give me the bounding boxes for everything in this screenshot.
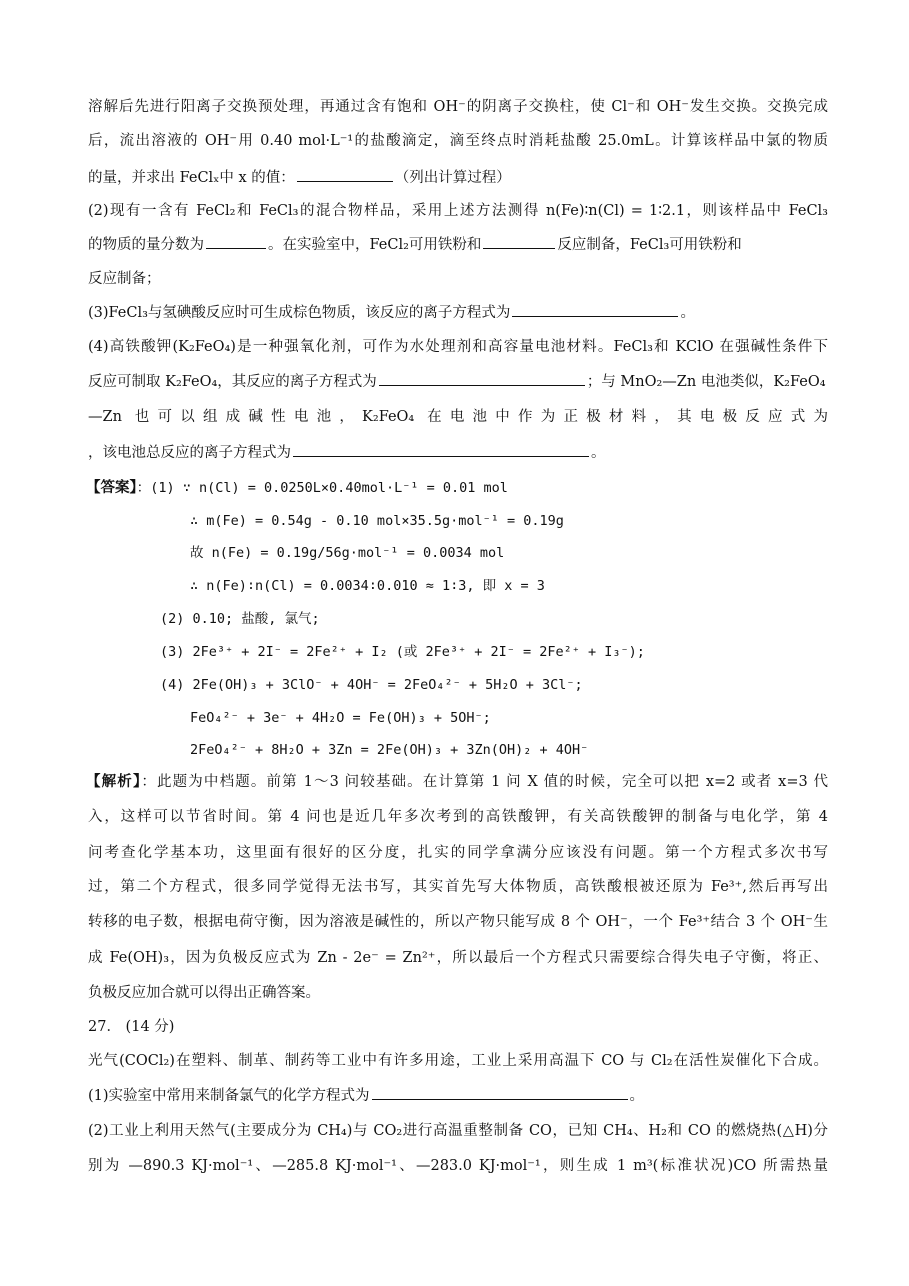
answer-line-6: (3) 2Fe³⁺ + 2I⁻ = 2Fe²⁺ + I₂ (或 2Fe³⁺ + 2I⁻ = 2Fe²⁺ + I₃⁻); [160,644,645,660]
q26-part3-text: (3)FeCl₃与氢碘酸反应时可生成棕色物质，该反应的离子方程式为 [88,305,511,321]
answer-line-7: (4) 2Fe(OH)₃ + 3ClO⁻ + 4OH⁻ = 2FeO₄²⁻ + 5H₂O + 3Cl⁻; [160,677,583,693]
q26-part2-text-c: 反应制备，FeCl₃可用铁粉和 [557,237,742,253]
analysis-line-3: 问考查化学基本功，这里面有很好的区分度，扎实的同学拿满分应该没有问题。第一个方程式多次书写 [88,845,828,861]
q26-part2-line-2 [88,234,828,256]
q26-part4-text-a: 反应可制取 K₂FeO₄，其反应的离子方程式为 [88,374,377,390]
q27-part1-text: (1)实验室中常用来制备氯气的化学方程式为 [88,1088,370,1104]
answer-label: 【答案】 [86,479,137,496]
q26-part4-line-3: —Zn 也可以组成碱性电池，K₂FeO₄ 在电池中作为正极材料，其电极反应式为 [88,409,828,425]
answer-blank[interactable] [379,371,585,386]
q26-part4-line-1: (4)高铁酸钾(K₂FeO₄)是一种强氧化剂，可作为水处理剂和高容量电池材料。FeCl₃和 KClO 在强碱性条件下 [88,339,828,355]
answer-line-9: 2FeO₄²⁻ + 8H₂O + 3Zn = 2Fe(OH)₃ + 3Zn(OH)₂ + 4OH⁻ [190,742,589,758]
answer-line-8: FeO₄²⁻ + 3e⁻ + 4H₂O = Fe(OH)₃ + 5OH⁻; [190,710,491,726]
q27-line-1: 光气(COCl₂)在塑料、制革、制药等工业中有许多用途，工业上采用高温下 CO 与 Cl₂在活性炭催化下合成。 [88,1053,828,1069]
analysis-line-7: 负极反应加合就可以得出正确答案。 [88,985,320,1001]
answer-text-1: ：(1) ∵ n(Cl) = 0.0250L×0.40mol·L⁻¹ = 0.01 mol [136,480,508,496]
q26-part2-text-b: 。在实验室中，FeCl₂可用铁粉和 [268,237,482,253]
answer-line-5: (2) 0.10; 盐酸, 氯气; [160,611,320,627]
q26-line-3-note: （列出计算过程） [394,170,511,186]
analysis-text-1: ：此题为中档题。前第 1～3 问较基础。在计算第 1 问 X 值的时候，完全可以把 x=2 或者 x=3 代 [141,774,828,790]
answer-blank[interactable] [206,234,266,249]
q26-part4-text-c: ，该电池总反应的离子方程式为 [88,445,291,461]
q26-part4-end: 。 [591,445,606,461]
answer-blank[interactable] [483,234,555,249]
analysis-line-4: 过，第二个方程式，很多同学觉得无法书写，其实首先写大体物质，高铁酸根被还原为 Fe³⁺,然后再写出 [88,879,828,895]
q26-line-1: 溶解后先进行阳离子交换预处理，再通过含有饱和 OH⁻的阴离子交换柱，使 Cl⁻和 OH⁻发生交换。交换完成 [88,99,828,115]
q27-part1-end: 。 [629,1088,645,1104]
q26-line-2: 后，流出溶液的 OH⁻用 0.40 mol·L⁻¹的盐酸滴定，滴至终点时消耗盐酸 25.0mL。计算该样品中氯的物质 [88,133,828,149]
answer-line-4: ∴ n(Fe)∶n(Cl) = 0.0034∶0.010 ≈ 1∶3, 即 x = 3 [190,578,545,594]
q26-part3-line [88,302,828,324]
q27-heading: 27． (14 分) [88,1019,175,1035]
answer-blank[interactable] [372,1085,628,1100]
analysis-label: 【解析】 [86,773,142,790]
q26-part4-line-4 [88,442,828,464]
answer-blank[interactable] [293,442,589,457]
q26-part2-line-3: 反应制备； [88,271,161,287]
analysis-line-2: 入，这样可以节省时间。第 4 问也是近几年多次考到的高铁酸钾，有关高铁酸钾的制备与电化学，第 4 [88,809,828,825]
q26-part2-text-a: 的物质的量分数为 [88,237,204,253]
answer-blank[interactable] [297,167,393,182]
answer-line-2: ∴ m(Fe) = 0.54g - 0.10 mol×35.5g·mol⁻¹ = 0.19g [190,513,564,529]
q26-line-3 [88,167,828,189]
q27-line-4: 别为 —890.3 KJ·mol⁻¹、—285.8 KJ·mol⁻¹、—283.0 KJ·mol⁻¹，则生成 1 m³(标准状况)CO 所需热量 [88,1158,828,1174]
q26-part4-text-b: ；与 MnO₂—Zn 电池类似，K₂FeO₄ [586,374,826,390]
analysis-line-6: 成 Fe(OH)₃，因为负极反应式为 Zn - 2e⁻ = Zn²⁺，所以最后一个方程式只需要综合得失电子守衡，将正、 [88,950,828,966]
q26-part4-line-2 [88,371,828,393]
analysis-line-5: 转移的电子数，根据电荷守衡，因为溶液是碱性的，所以产物只能写成 8 个 OH⁻，一个 Fe³⁺结合 3 个 OH⁻生 [88,914,828,930]
q26-part3-end: 。 [680,305,695,321]
answer-line-1 [86,477,826,499]
q26-line-3-text: 的量，并求出 FeClₓ中 x 的值： [88,170,295,186]
q27-line-3: (2)工业上利用天然气(主要成分为 CH₄)与 CO₂进行高温重整制备 CO，已知 CH₄、H₂和 CO 的燃烧热(△H)分 [88,1123,828,1139]
analysis-line-1 [86,771,828,793]
q27-line-2 [88,1085,828,1107]
answer-blank[interactable] [512,302,678,317]
q26-part2-line-1: (2)现有一含有 FeCl₂和 FeCl₃的混合物样品，采用上述方法测得 n(Fe)∶n(Cl) = 1∶2.1，则该样品中 FeCl₃ [88,203,828,219]
answer-line-3: 故 n(Fe) = 0.19g/56g·mol⁻¹ = 0.0034 mol [190,545,505,561]
